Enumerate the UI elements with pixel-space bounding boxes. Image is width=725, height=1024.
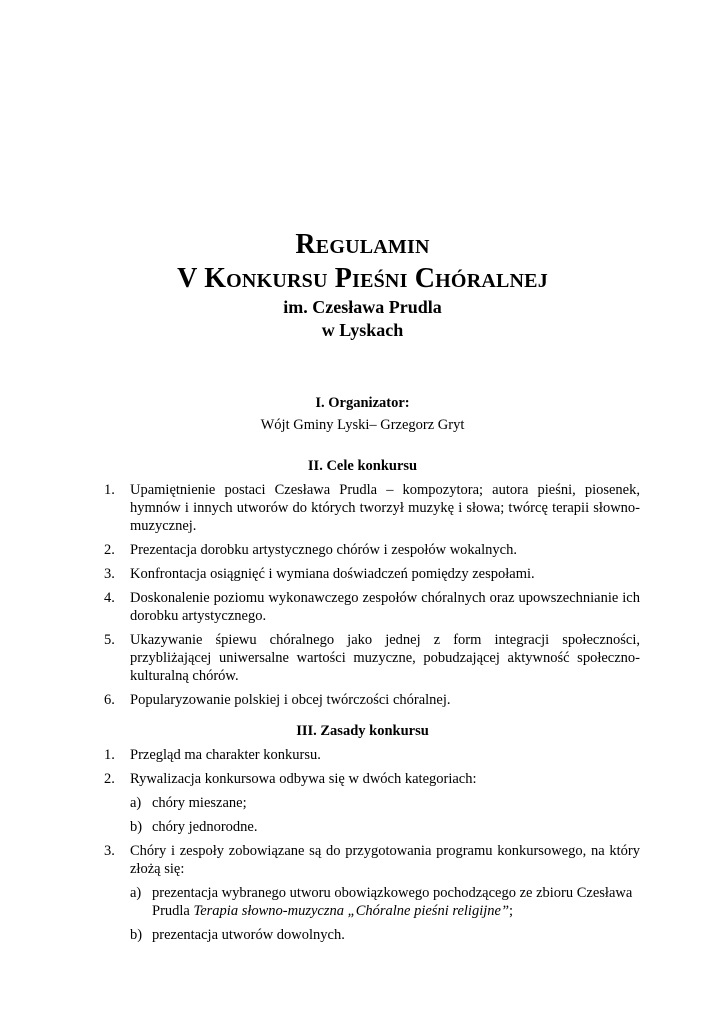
- list-text: Chóry i zespoły zobowiązane są do przygotowania programu konkursowego, na który złożą się:: [130, 843, 640, 877]
- list-item: [104, 589, 640, 625]
- sublist-text-end: ;: [509, 903, 514, 919]
- list-number: 2.: [104, 771, 115, 787]
- program-sublist: [130, 884, 640, 944]
- sublist-letter: a): [130, 885, 142, 901]
- sublist-text: prezentacja wybranego utworu obowiązkowego pochodzącego ze zbioru Czesława Prudla: [152, 885, 633, 919]
- list-item: [104, 842, 640, 944]
- sublist-text: chóry mieszane;: [152, 795, 247, 811]
- sublist-item: [130, 884, 640, 920]
- sublist-item: [130, 794, 640, 812]
- sublist-text: chóry jednorodne.: [152, 819, 258, 835]
- list-item: [104, 481, 640, 535]
- list-text: Popularyzowanie polskiej i obcej twórczości chóralnej.: [130, 692, 451, 708]
- subtitle-patron: im. Czesława Prudla: [283, 297, 442, 317]
- list-item: [104, 565, 640, 583]
- list-item: [104, 631, 640, 685]
- category-sublist: [130, 794, 640, 836]
- list-number: 3.: [104, 566, 115, 582]
- list-number: 3.: [104, 843, 115, 859]
- sublist-letter: b): [130, 927, 143, 943]
- sublist-item: [130, 818, 640, 836]
- list-text: Prezentacja dorobku artystycznego chórów i zespołów wokalnych.: [130, 542, 517, 558]
- sublist-letter: b): [130, 819, 143, 835]
- rules-list: [104, 746, 640, 944]
- list-item: [104, 770, 640, 836]
- list-text: Ukazywanie śpiewu chóralnego jako jednej z form integracji społeczności, przybliżającej uniwersalne wartości muzyczne, pobudzającej aktywność społeczno-kulturalną chórów.: [130, 632, 640, 684]
- list-text: Przegląd ma charakter konkursu.: [130, 747, 321, 763]
- section-organizer-text: Wójt Gminy Lyski– Grzegorz Gryt: [260, 417, 465, 433]
- section-organizer-heading: I. Organizator:: [315, 395, 410, 411]
- list-number: 6.: [104, 692, 115, 708]
- sublist-text: prezentacja utworów dowolnych.: [152, 927, 345, 943]
- list-text: Upamiętnienie postaci Czesława Prudla – kompozytora; autora pieśni, piosenek, hymnów i innych utworów do których tworzył muzykę i słowa; twórcę terapii słowno-muzycznej.: [130, 482, 640, 534]
- list-item: [104, 746, 640, 764]
- subtitle-location: w Lyskach: [321, 320, 404, 340]
- list-number: 1.: [104, 482, 115, 498]
- list-number: 4.: [104, 590, 115, 606]
- list-number: 1.: [104, 747, 115, 763]
- list-item: [104, 691, 640, 709]
- section-goals-heading: II. Cele konkursu: [307, 458, 418, 474]
- list-text: Doskonalenie poziomu wykonawczego zespołów chóralnych oraz upowszechnianie ich dorobku artystycznego.: [130, 590, 640, 624]
- sublist-item: [130, 926, 640, 944]
- title-contest-name: V Konkursu Pieśni Chóralnej: [177, 263, 548, 294]
- sublist-letter: a): [130, 795, 142, 811]
- list-text: Rywalizacja konkursowa odbywa się w dwóch kategoriach:: [130, 771, 477, 787]
- title-regulamin: Regulamin: [295, 229, 430, 260]
- list-number: 5.: [104, 632, 115, 648]
- document-title: [0, 228, 725, 342]
- list-item: [104, 541, 640, 559]
- list-text: Konfrontacja osiągnięć i wymiana doświadczeń pomiędzy zespołami.: [130, 566, 535, 582]
- goals-list: [104, 481, 640, 709]
- sublist-italic-title: Terapia słowno-muzyczna „Chóralne pieśni religijne”: [193, 903, 510, 919]
- section-rules-heading: III. Zasady konkursu: [296, 723, 429, 739]
- list-number: 2.: [104, 542, 115, 558]
